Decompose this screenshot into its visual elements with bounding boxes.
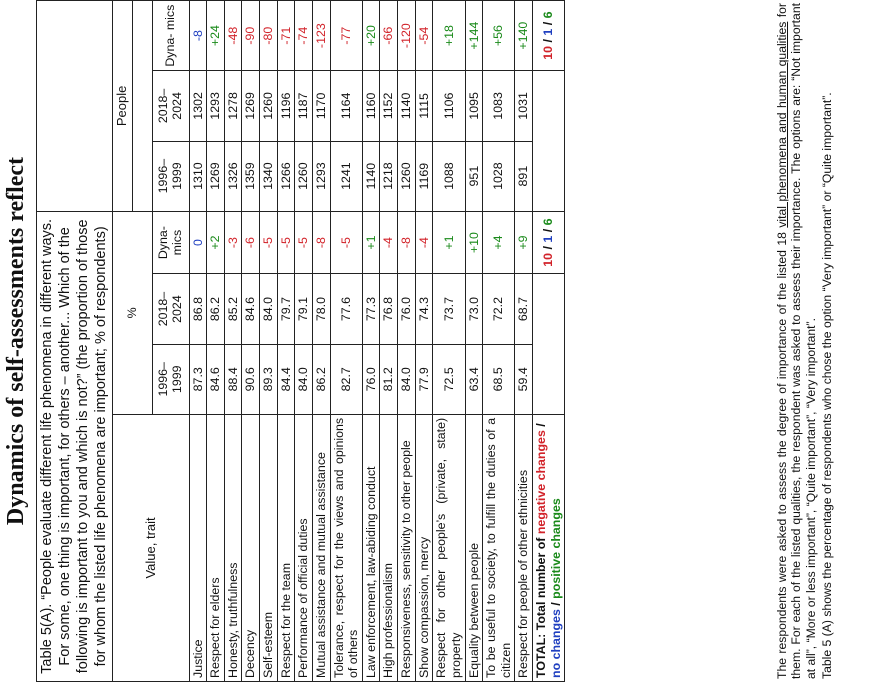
pct-1996-cell: 84.0 (398, 344, 416, 414)
people-subheader-blank (132, 1, 152, 212)
pct-2018-cell: 76.0 (398, 274, 416, 344)
people-1996-cell: 1269 (207, 141, 225, 211)
pct-1996-cell: 84.4 (277, 344, 295, 414)
pct-2018-cell: 86.2 (207, 274, 225, 344)
total-sep: / (534, 423, 548, 431)
pct-2018-cell: 79.1 (295, 274, 313, 344)
total-sep: / (541, 225, 556, 236)
people-dynamics-cell: -80 (260, 1, 278, 71)
trait-cell: Performance of official duties (295, 414, 313, 681)
people-dynamics-cell: -90 (242, 1, 260, 71)
people-1996-cell: 1359 (242, 141, 260, 211)
pct-2018-cell: 77.3 (362, 274, 380, 344)
table-row (260, 1, 278, 682)
pct-2018-cell: 79.7 (277, 274, 295, 344)
total-ppl-pos: 6 (541, 11, 556, 19)
pct-dynamics-cell: -3 (224, 211, 242, 274)
pct-dynamics-cell: -5 (260, 211, 278, 274)
table-row (362, 1, 380, 682)
total-people-counts (533, 1, 565, 71)
trait-cell: Justice (189, 414, 207, 681)
pct-1996-cell: 89.3 (260, 344, 278, 414)
table-caption: Table 5(A). “People evaluate different life phenomena in different ways. For some, one thing is important, for others – another... Which of the following is important to you and which is not?” (the proportion of those for whom the listed life phenomena are important; % of respondents) (37, 211, 113, 681)
table-row (189, 1, 207, 682)
pct-1996-cell: 88.4 (224, 344, 242, 414)
people-1996-cell: 1293 (312, 141, 330, 211)
header-row-groups (112, 1, 132, 682)
trait-cell: Honesty, truthfulness (224, 414, 242, 681)
people-1996-cell: 951 (465, 141, 483, 211)
trait-cell: Respect for other people’s (private, state) property (433, 414, 465, 681)
notes-section (775, 0, 837, 682)
pct-dynamics-cell: +2 (207, 211, 225, 274)
pct-1996-cell: 68.5 (483, 344, 515, 414)
table-row (433, 1, 465, 682)
total-ppl-zero: 1 (541, 28, 556, 36)
people-2018-cell: 1260 (260, 71, 278, 141)
pct-dynamics-cell: 0 (189, 211, 207, 274)
pct-1996-cell: 63.4 (465, 344, 483, 414)
people-2018-cell: 1164 (330, 71, 362, 141)
people-1996-cell: 1088 (433, 141, 465, 211)
people-2018-cell: 1187 (295, 71, 313, 141)
pct-1996-cell: 59.4 (515, 344, 533, 414)
people-dynamics-cell: +18 (433, 1, 465, 71)
people-1996-cell: 1028 (483, 141, 515, 211)
total-blank-cell (533, 71, 565, 211)
pct-dynamics-cell: -5 (295, 211, 313, 274)
trait-cell: Tolerance, respect for the views and opinions of others (330, 414, 362, 681)
value-trait-header: Value, trait (112, 414, 189, 681)
people-1996-cell: 891 (515, 141, 533, 211)
caption-row (37, 1, 113, 682)
trait-cell: Respect for the team (277, 414, 295, 681)
trait-cell: Law enforcement, law-abiding conduct (362, 414, 380, 681)
table-row (242, 1, 260, 682)
people-2018-cell: 1269 (242, 71, 260, 141)
people-2018-cell: 1031 (515, 71, 533, 141)
pct-dynamics-cell: +1 (362, 211, 380, 274)
caption-blank-cell (37, 1, 113, 212)
total-prefix: TOTAL: Total number of (534, 534, 548, 678)
table-row (483, 1, 515, 682)
people-dynamics-cell: -77 (330, 1, 362, 71)
table-row (330, 1, 362, 682)
pct-dynamics-cell: -4 (415, 211, 433, 274)
pct-col-1996: 1996– 1999 (152, 344, 189, 414)
table-row (415, 1, 433, 682)
people-2018-cell: 1106 (433, 71, 465, 141)
total-sep: / (541, 242, 556, 253)
pct-dynamics-cell: +4 (483, 211, 515, 274)
people-1996-cell: 1310 (189, 141, 207, 211)
note-paragraph-1 (775, 0, 818, 682)
total-sep: / (541, 18, 556, 29)
trait-cell: To be useful to society, to fulfill the duties of a citizen (483, 414, 515, 681)
trait-cell: Responsiveness, sensitivity to other people (398, 414, 416, 681)
people-dynamics-cell: -8 (189, 1, 207, 71)
people-1996-cell: 1218 (380, 141, 398, 211)
total-pct-zero: 1 (541, 235, 556, 243)
table-row (465, 1, 483, 682)
pct-2018-cell: 77.6 (330, 274, 362, 344)
table-row (277, 1, 295, 682)
table-body (189, 1, 533, 682)
note-text: for them. For each of the listed qualities, the respondent was asked to assess their importance. The options are: “Not important at all”, “More or less important”, “Quite important”, “Very important”. (775, 3, 818, 679)
pct-dynamics-cell: +1 (433, 211, 465, 274)
people-dynamics-cell: -120 (398, 1, 416, 71)
trait-cell: Equality between people (465, 414, 483, 681)
people-2018-cell: 1196 (277, 71, 295, 141)
people-1996-cell: 1241 (330, 141, 362, 211)
people-dynamics-cell: -54 (415, 1, 433, 71)
table-row (515, 1, 533, 682)
people-2018-cell: 1152 (380, 71, 398, 141)
total-sep: / (541, 35, 556, 46)
people-1996-cell: 1340 (260, 141, 278, 211)
trait-cell: Decency (242, 414, 260, 681)
pct-dynamics-cell: +10 (465, 211, 483, 274)
people-dynamics-cell: -71 (277, 1, 295, 71)
pct-dynamics-cell: -8 (312, 211, 330, 274)
trait-cell: Mutual assistance and mutual assistance (312, 414, 330, 681)
pct-col-2018: 2018– 2024 (152, 274, 189, 344)
people-2018-cell: 1302 (189, 71, 207, 141)
pct-dynamics-cell: -4 (380, 211, 398, 274)
total-negative-label: negative changes (534, 430, 548, 535)
note-paragraph-2: Table 5 (A) shows the percentage of respondents who chose the option “Very important” or “Quite important”. (820, 92, 835, 679)
pct-1996-cell: 90.6 (242, 344, 260, 414)
table-row (398, 1, 416, 682)
pct-2018-cell: 86.8 (189, 274, 207, 344)
pct-1996-cell: 84.0 (295, 344, 313, 414)
total-sep: / (548, 598, 563, 610)
pct-1996-cell: 84.6 (207, 344, 225, 414)
people-2018-cell: 1170 (312, 71, 330, 141)
pct-dynamics-cell: -8 (398, 211, 416, 274)
pct-1996-cell: 86.2 (312, 344, 330, 414)
people-dynamics-cell: -66 (380, 1, 398, 71)
table-row (312, 1, 330, 682)
people-col-1996: 1996– 1999 (152, 141, 189, 211)
people-dynamics-cell: -74 (295, 1, 313, 71)
pct-dynamics-cell: -5 (277, 211, 295, 274)
trait-cell: High professionalism (380, 414, 398, 681)
pct-2018-cell: 72.2 (483, 274, 515, 344)
trait-cell: Self-esteem (260, 414, 278, 681)
percent-group-header: % (112, 211, 152, 414)
pct-1996-cell: 76.0 (362, 344, 380, 414)
people-2018-cell: 1278 (224, 71, 242, 141)
pct-1996-cell: 82.7 (330, 344, 362, 414)
people-1996-cell: 1266 (277, 141, 295, 211)
total-label (533, 414, 565, 681)
people-dynamics-cell: +20 (362, 1, 380, 71)
total-ppl-neg: 10 (541, 45, 556, 60)
people-dynamics-cell: -123 (312, 1, 330, 71)
total-pct-pos: 6 (541, 218, 556, 226)
table-row (380, 1, 398, 682)
people-2018-cell: 1160 (362, 71, 380, 141)
pct-1996-cell: 72.5 (433, 344, 465, 414)
total-nochange-label: no changes (548, 609, 563, 678)
total-blank-cell (533, 274, 565, 414)
people-dynamics-cell: -48 (224, 1, 242, 71)
people-2018-cell: 1095 (465, 71, 483, 141)
people-2018-cell: 1115 (415, 71, 433, 141)
pct-dynamics-cell: -5 (330, 211, 362, 274)
people-2018-cell: 1293 (207, 71, 225, 141)
table-row (207, 1, 225, 682)
page-heading: Dynamics of self-assessments reflect (3, 156, 29, 526)
people-dynamics-cell: +144 (465, 1, 483, 71)
table-row (295, 1, 313, 682)
pct-col-dynamics: Dyna- mics (152, 211, 189, 274)
people-1996-cell: 1169 (415, 141, 433, 211)
people-dynamics-cell: +24 (207, 1, 225, 71)
people-dynamics-cell: +56 (483, 1, 515, 71)
pct-2018-cell: 74.3 (415, 274, 433, 344)
pct-2018-cell: 76.8 (380, 274, 398, 344)
pct-2018-cell: 73.0 (465, 274, 483, 344)
note-underlined-text: vital phenomena and human qualities (775, 21, 789, 228)
pct-2018-cell: 84.0 (260, 274, 278, 344)
people-col-2018: 2018– 2024 (152, 71, 189, 141)
pct-1996-cell: 81.2 (380, 344, 398, 414)
people-1996-cell: 1326 (224, 141, 242, 211)
trait-cell: Respect for people of other ethnicities (515, 414, 533, 681)
pct-2018-cell: 68.7 (515, 274, 533, 344)
pct-2018-cell: 84.6 (242, 274, 260, 344)
values-table (36, 0, 565, 682)
pct-dynamics-cell: +9 (515, 211, 533, 274)
people-dynamics-cell: +140 (515, 1, 533, 71)
total-positive-label: positive changes (548, 498, 563, 599)
people-2018-cell: 1140 (398, 71, 416, 141)
total-pct-neg: 10 (541, 252, 556, 267)
people-1996-cell: 1260 (295, 141, 313, 211)
pct-2018-cell: 78.0 (312, 274, 330, 344)
table-row (224, 1, 242, 682)
trait-cell: Show compassion, mercy (415, 414, 433, 681)
people-1996-cell: 1140 (362, 141, 380, 211)
note-text: The respondents were asked to assess the degree of importance of the listed 18 (775, 227, 789, 679)
people-2018-cell: 1083 (483, 71, 515, 141)
pct-1996-cell: 87.3 (189, 344, 207, 414)
total-row (533, 1, 565, 682)
people-col-dynamics: Dyna- mics (152, 1, 189, 71)
people-1996-cell: 1260 (398, 141, 416, 211)
total-pct-counts (533, 211, 565, 274)
people-group-header: People (112, 1, 132, 212)
pct-2018-cell: 73.7 (433, 274, 465, 344)
pct-2018-cell: 85.2 (224, 274, 242, 344)
trait-cell: Respect for elders (207, 414, 225, 681)
pct-1996-cell: 77.9 (415, 344, 433, 414)
pct-dynamics-cell: -6 (242, 211, 260, 274)
